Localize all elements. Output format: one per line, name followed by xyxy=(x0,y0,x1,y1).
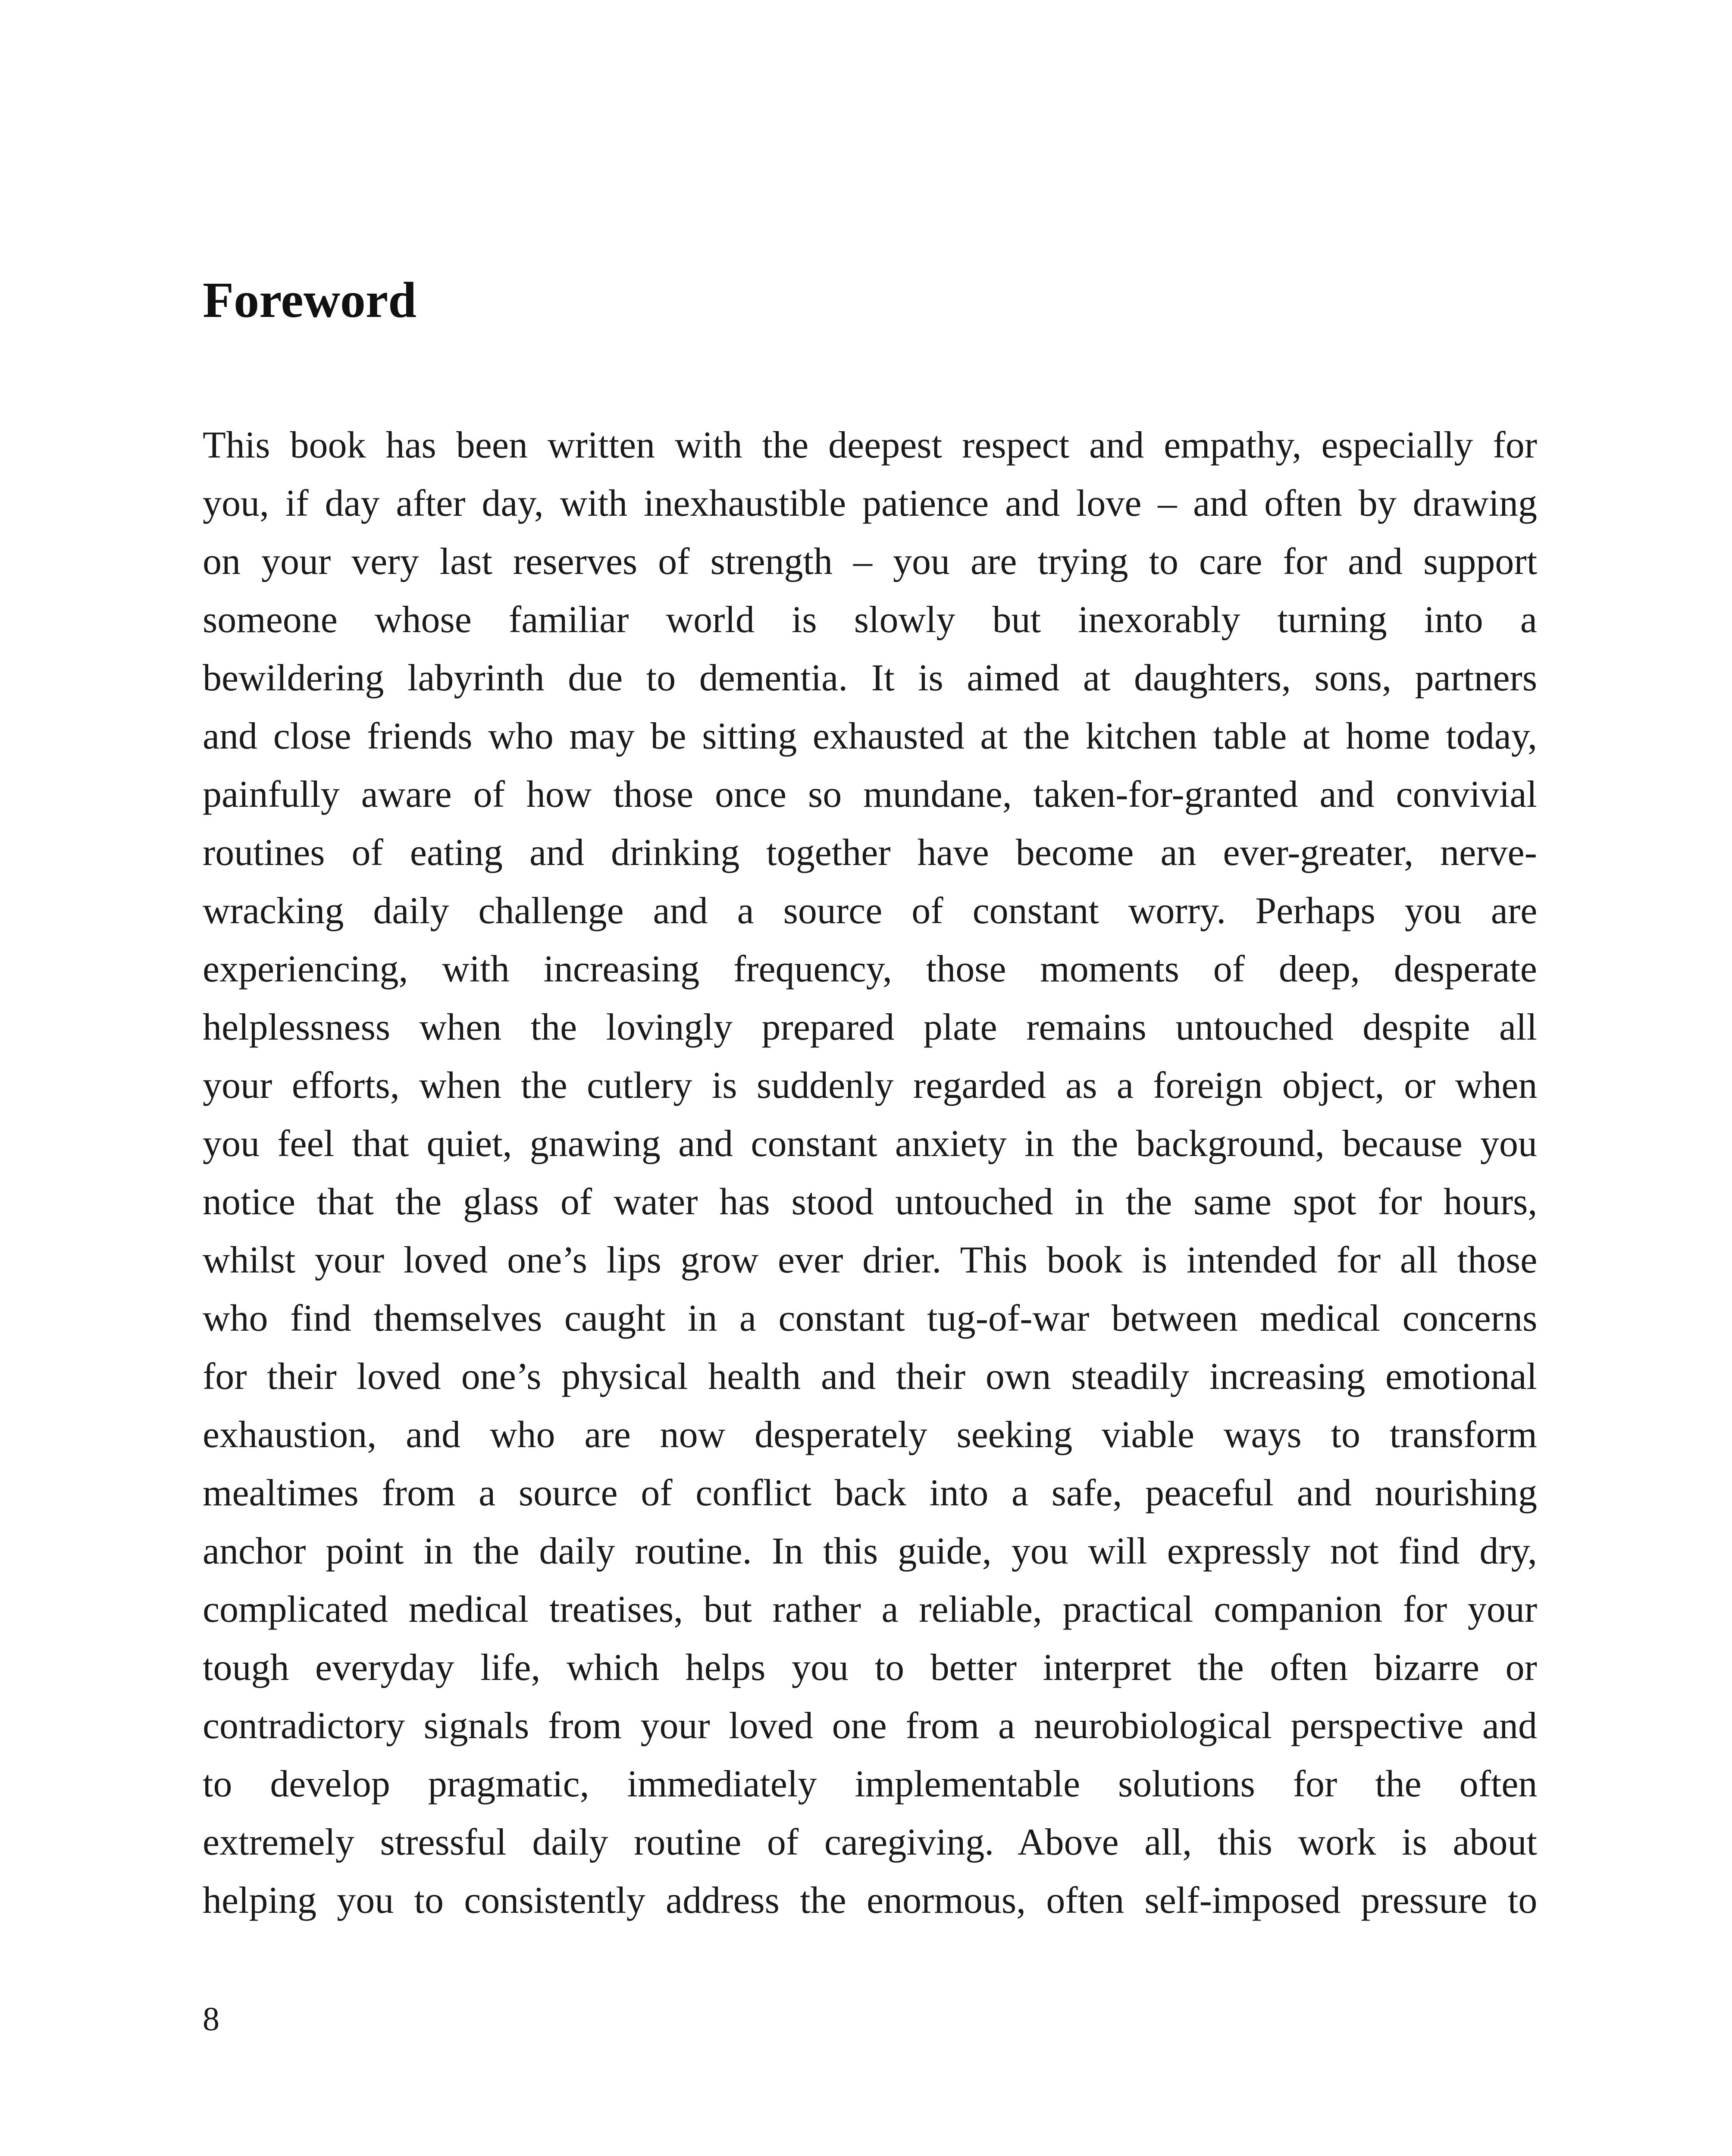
text-line: painfully aware of how those once so mundane, taken-for-granted and convivial xyxy=(203,774,1537,815)
chapter-heading: Foreword xyxy=(203,272,417,328)
text-line: routines of eating and drinking together have become an ever-greater, nerve- xyxy=(203,832,1537,874)
text-line: for their loved one’s physical health and their own steadily increasing emotional xyxy=(203,1356,1537,1398)
text-line: you feel that quiet, gnawing and constant anxiety in the background, because you xyxy=(203,1123,1538,1165)
text-line: who find themselves caught in a constant tug-of-war between medical concerns xyxy=(203,1297,1538,1339)
page-number: 8 xyxy=(203,2000,219,2037)
text-line: notice that the glass of water has stood untouched in the same spot for hours, xyxy=(203,1181,1538,1223)
text-line: anchor point in the daily routine. In this guide, you will expressly not find dry, xyxy=(203,1530,1537,1572)
text-line: This book has been written with the deepest respect and empathy, especially for xyxy=(203,424,1537,466)
text-line: extremely stressful daily routine of caregiving. Above all, this work is about xyxy=(203,1821,1537,1863)
text-line: exhaustion, and who are now desperately seeking viable ways to transform xyxy=(203,1414,1537,1456)
text-line: contradictory signals from your loved one from a neurobiological perspective and xyxy=(203,1705,1537,1747)
text-line: tough everyday life, which helps you to better interpret the often bizarre or xyxy=(203,1647,1537,1689)
text-line: on your very last reserves of strength – you are trying to care for and support xyxy=(203,541,1538,583)
text-line: and close friends who may be sitting exhausted at the kitchen table at home today, xyxy=(203,715,1538,757)
text-line: whilst your loved one’s lips grow ever drier. This book is intended for all those xyxy=(203,1239,1538,1281)
text-line: helping you to consistently address the enormous, often self-imposed pressure to xyxy=(203,1880,1538,1921)
text-line: complicated medical treatises, but rather a reliable, practical companion for your xyxy=(203,1589,1538,1630)
text-line: someone whose familiar world is slowly but inexorably turning into a xyxy=(203,599,1537,641)
text-line: helplessness when the lovingly prepared plate remains untouched despite all xyxy=(203,1006,1537,1048)
body-paragraph xyxy=(203,416,1537,1930)
text-line: bewildering labyrinth due to dementia. It is aimed at daughters, sons, partners xyxy=(203,657,1538,699)
text-line: wracking daily challenge and a source of constant worry. Perhaps you are xyxy=(203,890,1538,932)
text-line: your efforts, when the cutlery is suddenly regarded as a foreign object, or when xyxy=(203,1065,1538,1106)
text-line: you, if day after day, with inexhaustible patience and love – and often by drawing xyxy=(203,483,1537,524)
text-line: mealtimes from a source of conflict back into a safe, peaceful and nourishing xyxy=(203,1472,1537,1514)
text-line: experiencing, with increasing frequency, those moments of deep, desperate xyxy=(203,948,1537,990)
text-line: to develop pragmatic, immediately implementable solutions for the often xyxy=(203,1763,1538,1805)
